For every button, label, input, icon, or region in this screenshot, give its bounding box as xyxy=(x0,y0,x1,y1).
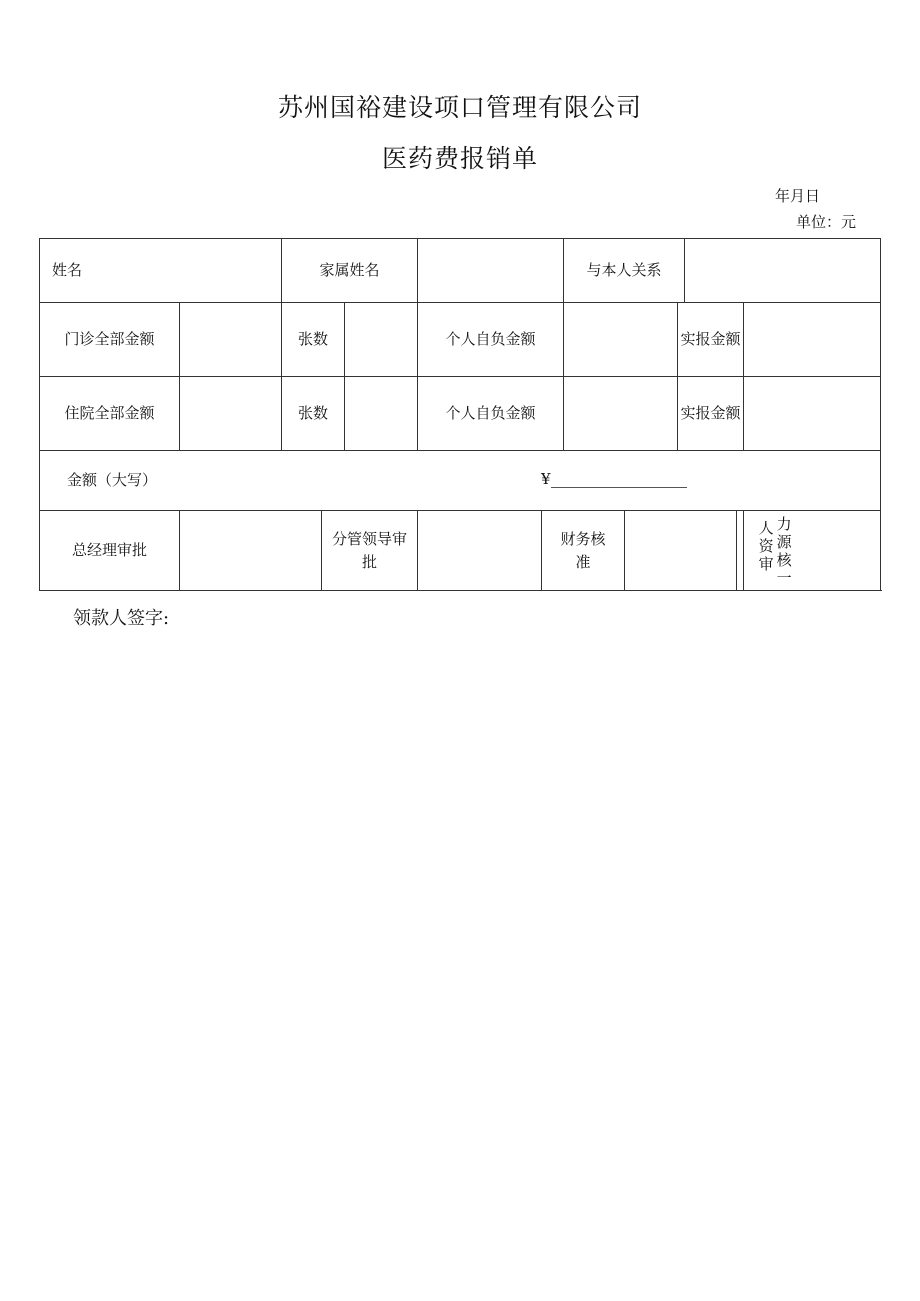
hr-review-chars xyxy=(757,513,793,590)
inpatient-total-field[interactable] xyxy=(180,377,282,451)
row-amount-words xyxy=(40,451,881,511)
outpatient-count-label: 张数 xyxy=(282,303,345,377)
inpatient-reimbursed-label: 实报金额 xyxy=(678,377,744,451)
division-approval-line2: 批 xyxy=(362,552,378,571)
reimbursement-form-table xyxy=(39,238,881,591)
amount-figure[interactable] xyxy=(541,470,687,488)
payee-signature-label: 领款人签字: xyxy=(73,608,170,629)
hr-char-yi: 一 xyxy=(776,569,792,587)
hr-review-label xyxy=(737,511,792,591)
outpatient-reimbursed-label: 实报金额 xyxy=(678,303,744,377)
finance-check-label xyxy=(542,511,625,591)
outpatient-count-field[interactable] xyxy=(345,303,418,377)
row-name xyxy=(40,239,881,303)
inpatient-self-pay-field[interactable] xyxy=(564,377,678,451)
unit-label: 单位：元 xyxy=(796,213,857,231)
hr-char-zi: 资 xyxy=(758,537,774,555)
hr-char-li: 力 xyxy=(776,515,792,533)
row-approvals xyxy=(40,511,881,591)
row-outpatient xyxy=(40,303,881,377)
amount-words-label: 金额（大写） xyxy=(67,471,158,490)
inpatient-total-label: 住院全部金额 xyxy=(40,377,180,451)
finance-check-field[interactable] xyxy=(625,511,737,591)
division-approval-field[interactable] xyxy=(418,511,542,591)
amount-words-cell[interactable] xyxy=(40,451,881,511)
inpatient-count-label: 张数 xyxy=(282,377,345,451)
hr-char-ren: 人 xyxy=(758,519,774,537)
inpatient-count-field[interactable] xyxy=(345,377,418,451)
outpatient-reimbursed-field[interactable] xyxy=(744,303,881,377)
outpatient-self-pay-label: 个人自负金额 xyxy=(418,303,564,377)
inpatient-reimbursed-field[interactable] xyxy=(744,377,881,451)
form-title: 医药费报销单 xyxy=(381,144,538,173)
division-approval-label xyxy=(322,511,418,591)
company-title: 苏州国裕建设项口管理有限公司 xyxy=(277,93,642,122)
inpatient-self-pay-label: 个人自负金额 xyxy=(418,377,564,451)
row-inpatient xyxy=(40,377,881,451)
hr-char-shen: 审 xyxy=(758,555,774,573)
outpatient-total-label: 门诊全部金额 xyxy=(40,303,180,377)
relation-field[interactable] xyxy=(685,239,881,303)
gm-approval-label: 总经理审批 xyxy=(40,511,180,591)
date-label: 年月日 xyxy=(775,187,821,205)
family-name-field[interactable] xyxy=(418,239,564,303)
relation-label: 与本人关系 xyxy=(564,239,685,303)
division-approval-line1: 分管领导审 xyxy=(332,530,408,548)
finance-check-line1: 财务核 xyxy=(560,530,606,548)
hr-char-yuan: 源 xyxy=(776,533,792,551)
amount-underline xyxy=(551,473,687,488)
gm-approval-field[interactable] xyxy=(180,511,322,591)
outpatient-total-field[interactable] xyxy=(180,303,282,377)
outpatient-self-pay-field[interactable] xyxy=(564,303,678,377)
family-name-label: 家属姓名 xyxy=(282,239,418,303)
yen-symbol: ¥ xyxy=(541,470,551,488)
finance-check-line2: 准 xyxy=(575,552,591,571)
hr-char-he: 核 xyxy=(776,551,792,569)
name-label: 姓名 xyxy=(40,239,282,303)
